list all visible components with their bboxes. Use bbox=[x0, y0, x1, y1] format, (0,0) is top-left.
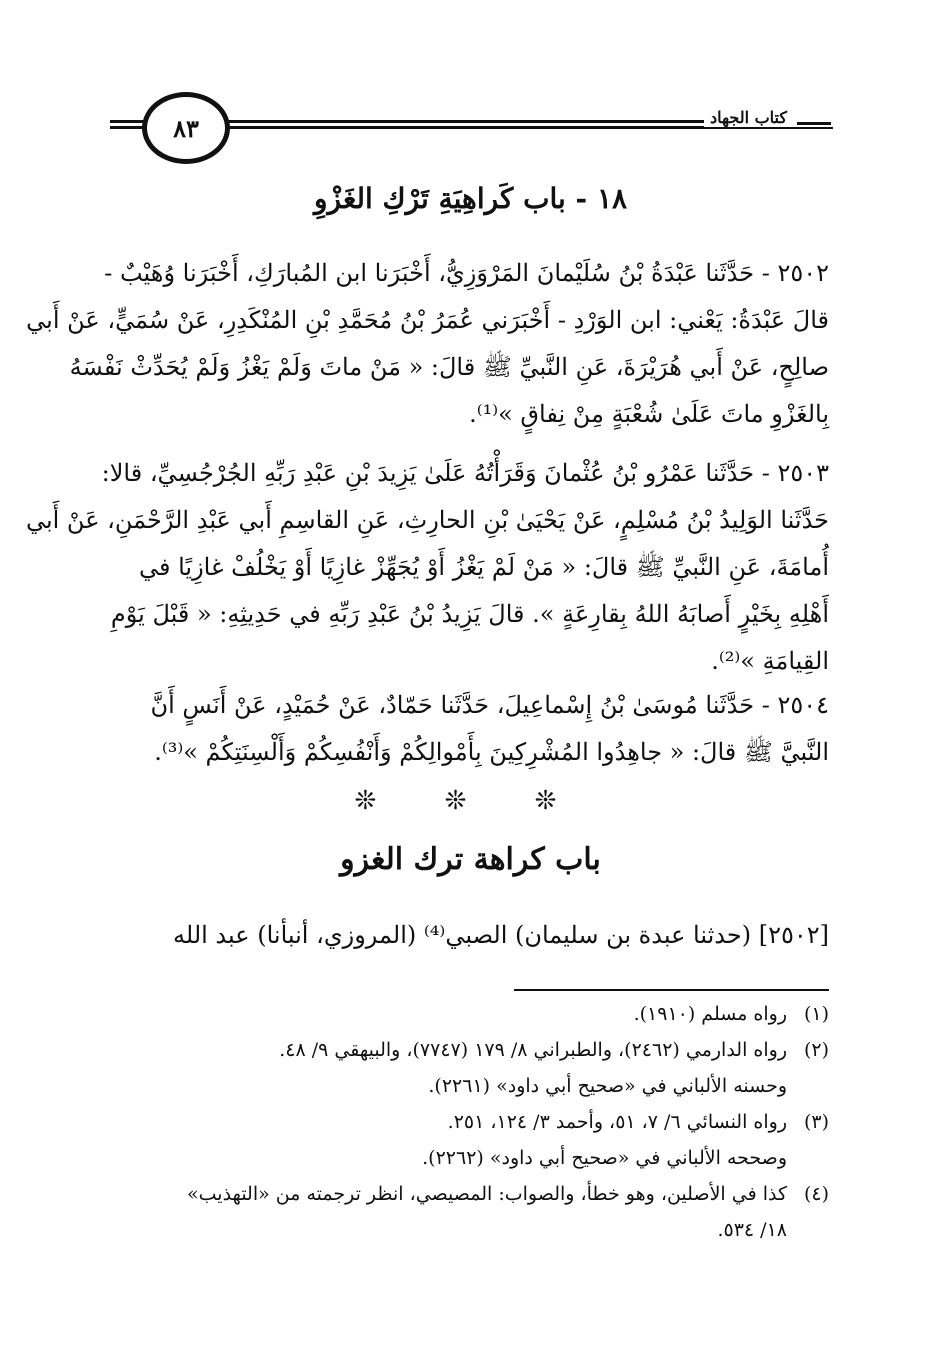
footnote-number: (٣) bbox=[803, 1111, 829, 1133]
hadith-2504 bbox=[108, 682, 829, 776]
commentary-text: [٢٥٠٢] (حدثنا عبدة بن سليمان) الصبي⁽⁴⁾ (المروزي، أنبأنا) عبد الله bbox=[173, 921, 829, 949]
hadith-line: ٢٥٠٣ - حَدَّثَنا عَمْرُو بْنُ عُثْمانَ وَقَرَأْتُهُ عَلَىٰ يَزِيدَ بْنِ عَبْدِ رَبِّهِ الجُرْجُسِيِّ، قالا: bbox=[101, 459, 829, 487]
running-header-title: كتاب الجهاد bbox=[704, 108, 793, 127]
hadith-line: ٢٥٠٤ - حَدَّثَنا مُوسَىٰ بْنُ إِسْماعِيلَ، حَدَّثَنا حَمّادٌ، عَنْ حُمَيْدٍ، عَنْ أَنَسٍ أَنَّ bbox=[150, 691, 829, 719]
footnote-number: (١) bbox=[803, 1003, 829, 1025]
footnote-number: (٤) bbox=[803, 1183, 829, 1205]
hadith-line: القِيامَةِ »⁽²⁾. bbox=[711, 647, 829, 675]
footnote-2 bbox=[108, 1032, 829, 1068]
page-number: ٨٣ bbox=[142, 92, 230, 164]
hadith-line: أَهْلِهِ بِخَيْرٍ أَصابَهُ اللهُ بِقارِعَةٍ ». قالَ يَزِيدُ بْنُ عَبْدِ رَبِّهِ في حَدِيثِهِ: « قَبْلَ يَوْمِ bbox=[110, 600, 829, 628]
hadith-line: النَّبيَّ ﷺ قالَ: « جاهِدُوا المُشْرِكِينَ بِأَمْوالِكُمْ وَأَنْفُسِكُمْ وَأَلْسِنَتِكُمْ »⁽³⁾. bbox=[154, 738, 829, 766]
hadith-line: حَدَّثَنا الوَلِيدُ بْنُ مُسْلِمٍ، عَنْ يَحْيَىٰ بْنِ الحارِثِ، عَنِ القاسِمِ أَبي عَبْدِ الرَّحْمَنِ، عَنْ أَبي bbox=[25, 506, 829, 534]
footnote-text: رواه مسلم (١٩١٠). bbox=[633, 1003, 787, 1025]
section-separator: ❊ ❊ ❊ bbox=[354, 786, 587, 816]
footnote-text: كذا في الأصلين، وهو خطأ، والصواب: المصيصي، انظر ترجمته من «التهذيب» bbox=[187, 1183, 787, 1205]
hadith-line: ٢٥٠٢ - حَدَّثَنا عَبْدَةُ بْنُ سُلَيْمانَ المَرْوَزِيُّ، أَخْبَرَنا ابن المُبارَكِ، أَخْبَرَنا وُهَيْبٌ - bbox=[104, 259, 829, 287]
hadith-line: قالَ عَبْدَةُ: يَعْني: ابن الوَرْدِ - أَخْبَرَني عُمَرُ بْنُ مُحَمَّدِ بْنِ المُنْكَدِرِ، عَنْ سُمَيٍّ، عَنْ أَبي bbox=[26, 306, 829, 334]
hadith-line: صالِحٍ، عَنْ أَبي هُرَيْرَةَ، عَنِ النَّبيِّ ﷺ قالَ: « مَنْ ماتَ وَلَمْ يَغْزُ وَلَمْ يُحَدِّثْ نَفْسَهُ bbox=[69, 353, 829, 381]
footnote-continuation: ١٨/ ٥٣٤. bbox=[717, 1219, 787, 1241]
header-dash bbox=[797, 122, 831, 125]
footnote-continuation: وصححه الألباني في «صحيح أبي داود» (٢٢٦٢). bbox=[422, 1147, 787, 1169]
footnote-3 bbox=[108, 1104, 829, 1140]
hadith-line: أُمامَةَ، عَنِ النَّبيِّ ﷺ قالَ: « مَنْ لَمْ يَغْزُ أَوْ يُجَهِّزْ غازِيًا أَوْ يَخْلُفْ غازِيًا في bbox=[138, 553, 829, 581]
footnote-1 bbox=[108, 996, 829, 1032]
footnote-text: رواه الدارمي (٢٤٦٢)، والطبراني ٨/ ١٧٩ (٧٧٤٧)، والبيهقي ٩/ ٤٨. bbox=[279, 1039, 787, 1061]
hadith-line: بِالغَزْوِ ماتَ عَلَىٰ شُعْبَةٍ مِنْ نِفاقٍ »⁽¹⁾. bbox=[469, 400, 829, 428]
hadith-2503 bbox=[25, 450, 829, 685]
footnote-number: (٢) bbox=[803, 1039, 829, 1061]
footnote-text: رواه النسائي ٦/ ٧، ٥١، وأحمد ٣/ ١٢٤، ٢٥١. bbox=[447, 1111, 787, 1133]
chapter-title: ١٨ - باب كَراهِيَةِ تَرْكِ الغَزْوِ bbox=[313, 182, 628, 215]
footnotes bbox=[108, 996, 829, 1248]
hadith-2502 bbox=[26, 250, 829, 438]
commentary-section-title: باب كراهة ترك الغزو bbox=[340, 842, 601, 877]
footnote-continuation: وحسنه الألباني في «صحيح أبي داود» (٢٢٦١). bbox=[428, 1075, 787, 1097]
footnote-4 bbox=[108, 1176, 829, 1212]
footnote-divider bbox=[514, 989, 829, 991]
